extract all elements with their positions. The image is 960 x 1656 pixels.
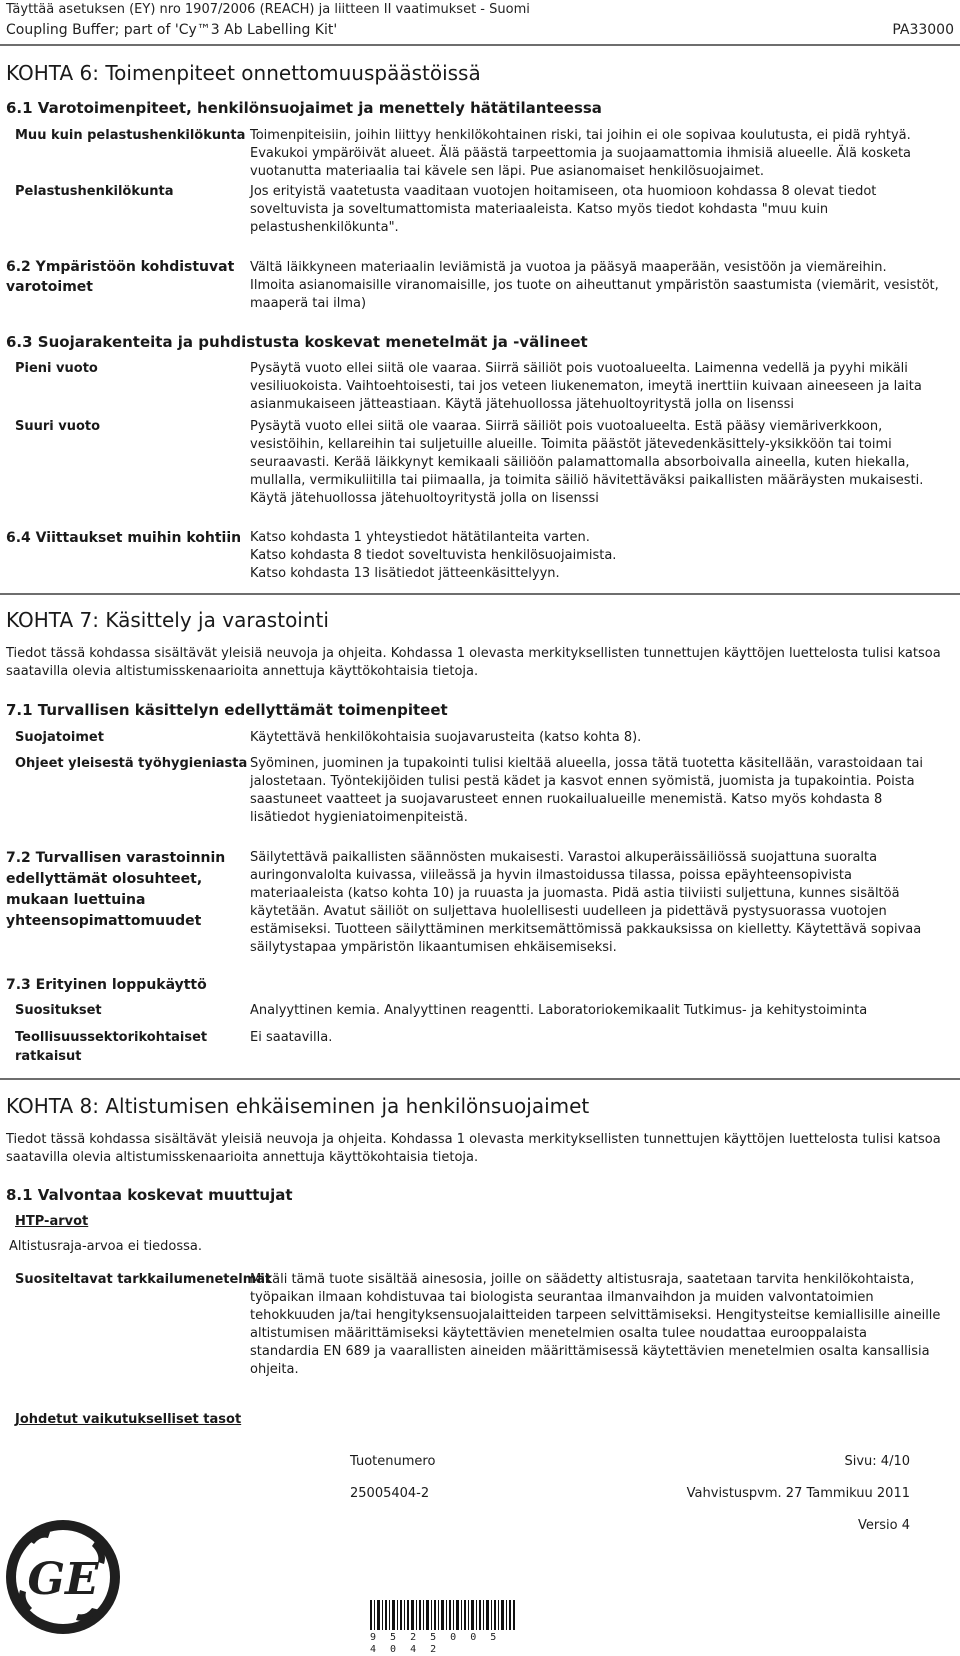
section-8-title: KOHTA 8: Altistumisen ehkäiseminen ja henkilönsuojaimet — [6, 1094, 590, 1118]
section-divider — [0, 593, 960, 595]
section-7-1-title: 7.1 Turvallisen käsittelyn edellyttämät toimenpiteet — [6, 701, 448, 719]
barcode-digits: 9 5 2 5 0 0 5 4 0 4 2 — [370, 1632, 501, 1655]
monitoring-text-3: tehokkuuden ja/tai hengityksensuojalaitteiden tarpeen selvittämiseksi. Hengitysteitse kemiallisille aineille — [250, 1308, 941, 1323]
large-spill-text-4: mullalla, vermikuliitilla tai piimaalla, ja toimita säiliö hävitettäväksi paikallisten määräysten mukaisesti. — [250, 473, 924, 488]
product-name: Coupling Buffer; part of 'Cy™3 Ab Labelling Kit' — [6, 22, 338, 38]
responder-text-2: soveltuvista ja soveltumattomista materiaaleista. Katso myös tiedot kohdasta "muu kuin — [250, 202, 829, 217]
section-divider — [0, 1078, 960, 1080]
large-spill-text-3: seuraavasti. Kerää läikkynyt kemikaali säiliöön palamattomalla absorboivalla aineella, kuten hiekalla, — [250, 455, 910, 470]
barcode — [370, 1600, 515, 1630]
section-8-intro-1: Tiedot tässä kohdassa sisältävät yleisiä neuvoja ja ohjeita. Kohdassa 1 olevasta merkityksellisten tunnettujen käyttöjen luettelosta tulisi katsoa — [6, 1132, 941, 1147]
protective-measures-label: Suojatoimet — [15, 730, 104, 745]
section-6-1-title: 6.1 Varotoimenpiteet, henkilönsuojaimet ja menettely hätätilanteessa — [6, 99, 602, 117]
reference-text-3: Katso kohdasta 13 lisätiedot jätteenkäsittelyyn. — [250, 566, 560, 581]
section-7-3-title: 7.3 Erityinen loppukäyttö — [6, 977, 207, 993]
monitoring-text-6: ohjeita. — [250, 1362, 299, 1377]
small-spill-text-2: vesiliuokoista. Vaihtoehtoisesti, tai jos veteen liukenematon, imeytä inerttiin kuivaan aineeseen ja laita — [250, 379, 922, 394]
monitoring-text-1: Mikäli tämä tuote sisältää ainesosia, joille on säädetty altistusraja, saatetaan tarvita henkilökohtaista, — [250, 1272, 915, 1287]
htp-values-text: Altistusraja-arvoa ei tiedossa. — [9, 1239, 203, 1254]
header-divider — [0, 44, 960, 46]
industry-label-1: Teollisuussektorikohtaiset — [15, 1030, 208, 1045]
small-spill-text-1: Pysäytä vuoto ellei siitä ole vaaraa. Siirrä säiliöt pois vuotoalueelta. Laimenna vedellä ja pyyhi mikäli — [250, 361, 908, 376]
large-spill-text-5: Käytä jätehuollossa jätehuoltoyritystä jolla on lisenssi — [250, 491, 599, 506]
ge-logo — [4, 1518, 122, 1636]
section-7-2-title-4: yhteensopimattomuudet — [6, 913, 202, 929]
product-number-label: Tuotenumero — [350, 1454, 436, 1469]
large-spill-text-2: vesistöihin, kellareihin tai suljetuille alueille. Toimita päästöt jätevedenkäsittely-yksikköön tai toimi — [250, 437, 892, 452]
storage-text-3: materiaaleista (katso kohta 10) ja ruuasta ja juomasta. Pidä astia tiiviisti suljettuna, kunnes sisältöä — [250, 886, 900, 901]
monitoring-text-5: standardia EN 689 ja vaarallisten aineiden määrittämisessä käytettävien menetelmien osalta kansallisia — [250, 1344, 930, 1359]
section-6-4-title: 6.4 Viittaukset muihin kohtiin — [6, 530, 242, 546]
non-responder-text-3: vuotanutta materiaalia tai kävele sen läpi. Pue asianomaiset henkilösuojaimet. — [250, 164, 764, 179]
section-6-2-title-1: 6.2 Ympäristöön kohdistuvat — [6, 259, 235, 275]
storage-text-2: auringonvalolta kuivassa, viileässä ja hyvin ilmastoidussa tilassa, poissa epäyhteensopivista — [250, 868, 852, 883]
monitoring-label: Suositeltavat tarkkailumenetelmät — [15, 1272, 272, 1287]
env-text-3: maaperä tai ilma) — [250, 296, 367, 311]
non-responder-text-2: Evakukoi ympäröivät alueet. Älä päästä tarpeettomia ja suojaamattomia ihmisiä alueelle. Älä kosketa — [250, 146, 912, 161]
product-number: 25005404-2 — [350, 1486, 430, 1501]
htp-values-label: HTP-arvot — [15, 1214, 89, 1229]
section-7-2-title-1: 7.2 Turvallisen varastoinnin — [6, 850, 226, 866]
section-7-intro-1: Tiedot tässä kohdassa sisältävät yleisiä neuvoja ja ohjeita. Kohdassa 1 olevasta merkityksellisten tunnettujen käyttöjen luettelosta tulisi katsoa — [6, 646, 941, 661]
responder-text-1: Jos erityistä vaatetusta vaaditaan vuotojen hoitamiseen, ota huomioon kohdassa 8 olevat tiedot — [250, 184, 877, 199]
hygiene-text-2: jalostetaan. Työntekijöiden tulisi pestä kädet ja kasvot ennen syömistä, juomista ja tupakointia. Poista — [250, 774, 915, 789]
monitoring-text-2: työpaikan ilmaan kohdistuvaa tai biologista seurantaa ilmanvaihdon ja muiden valvontatoimien — [250, 1290, 874, 1305]
protective-measures-text: Käytettävä henkilökohtaisia suojavarusteita (katso kohta 8). — [250, 730, 642, 745]
ge-logo-text: GE — [27, 1554, 99, 1605]
reference-text-2: Katso kohdasta 8 tiedot soveltuvista henkilösuojaimista. — [250, 548, 617, 563]
env-text-2: Ilmoita asianomaisille viranomaisille, jos tuote on aiheuttanut ympäristön saastumista (viemärit, vesistöt, — [250, 278, 939, 293]
page-number: Sivu: 4/10 — [844, 1454, 910, 1469]
product-code: PA33000 — [892, 22, 954, 38]
recommendations-label: Suositukset — [15, 1003, 102, 1018]
section-6-2-title-2: varotoimet — [6, 279, 93, 295]
responder-label: Pelastushenkilökunta — [15, 184, 174, 199]
large-spill-label: Suuri vuoto — [15, 419, 101, 434]
hygiene-text-4: lisätiedot hygieniatoimenpiteistä. — [250, 810, 468, 825]
storage-text-1: Säilytettävä paikallisten säännösten mukaisesti. Varastoi alkuperäissäiliössä suojattuna suoralta — [250, 850, 878, 865]
section-7-title: KOHTA 7: Käsittely ja varastointi — [6, 608, 329, 632]
non-responder-label: Muu kuin pelastushenkilökunta — [15, 128, 246, 143]
storage-text-5: estämiseksi. Tuotteen säilyttäminen merkitsemättömissä pakkauksissa on kielletty. Käytettävä sopivaa — [250, 922, 922, 937]
small-spill-text-3: asianmukaiseen jätteastiaan. Käytä jätehuollossa jätehuoltoyritystä jolla on lisenssi — [250, 397, 794, 412]
section-6-3-title: 6.3 Suojarakenteita ja puhdistusta koskevat menetelmät ja -välineet — [6, 333, 588, 351]
industry-label-2: ratkaisut — [15, 1049, 82, 1064]
responder-text-3: pelastushenkilökunta". — [250, 220, 399, 235]
storage-text-6: säilytystapaa ympäristön likaantumisen ehkäisemiseksi. — [250, 940, 617, 955]
reference-text-1: Katso kohdasta 1 yhteystiedot hätätilanteita varten. — [250, 530, 590, 545]
dnel-label: Johdetut vaikutukselliset tasot — [15, 1412, 242, 1427]
small-spill-label: Pieni vuoto — [15, 361, 98, 376]
version: Versio 4 — [858, 1518, 910, 1533]
non-responder-text-1: Toimenpiteisiin, joihin liittyy henkilökohtainen riski, tai joihin ei ole sopivaa koulutusta, ei pidä ryhtyä. — [250, 128, 911, 143]
monitoring-text-4: altistumisen määrittämiseksi käytettävien menetelmien osalta tulee noudattaa eurooppalaista — [250, 1326, 867, 1341]
recommendations-text: Analyyttinen kemia. Analyyttinen reagentti. Laboratoriokemikaalit Tutkimus- ja kehitystoiminta — [250, 1003, 868, 1018]
section-6-title: KOHTA 6: Toimenpiteet onnettomuuspäästöissä — [6, 61, 481, 85]
regulation-header: Täyttää asetuksen (EY) nro 1907/2006 (REACH) ja liitteen II vaatimukset - Suomi — [6, 2, 530, 17]
env-text-1: Vältä läikkyneen materiaalin leviämistä ja vuotoa ja pääsyä maaperään, vesistöön ja viemäreihin. — [250, 260, 887, 275]
hygiene-label: Ohjeet yleisestä työhygieniasta — [15, 756, 248, 771]
section-7-2-title-2: edellyttämät olosuhteet, — [6, 871, 203, 887]
storage-text-4: käytetään. Avatut säiliöt on suljettava huolellisesti uudelleen ja pidettävä pystysuorassa vuotojen — [250, 904, 887, 919]
hygiene-text-1: Syöminen, juominen ja tupakointi tulisi kieltää alueella, jossa tätä tuotetta käsitellään, varastoidaan tai — [250, 756, 924, 771]
section-7-2-title-3: mukaan luettuina — [6, 892, 146, 908]
hygiene-text-3: saastuneet vaatteet ja suojavarusteet ennen ruokailualueille menemistä. Katso myös kohdasta 8 — [250, 792, 883, 807]
validation-date: Vahvistuspvm. 27 Tammikuu 2011 — [686, 1486, 910, 1501]
section-8-1-title: 8.1 Valvontaa koskevat muuttujat — [6, 1186, 293, 1204]
section-8-intro-2: saatavilla olevia altistumisskenaarioita annettuja käyttökohtaisia tietoja. — [6, 1150, 479, 1165]
section-7-intro-2: saatavilla olevia altistumisskenaarioita annettuja käyttökohtaisia tietoja. — [6, 664, 479, 679]
large-spill-text-1: Pysäytä vuoto ellei siitä ole vaaraa. Siirrä säiliöt pois vuotoalueelta. Estä pääsy viemäriverkkoon, — [250, 419, 883, 434]
industry-text: Ei saatavilla. — [250, 1030, 333, 1045]
